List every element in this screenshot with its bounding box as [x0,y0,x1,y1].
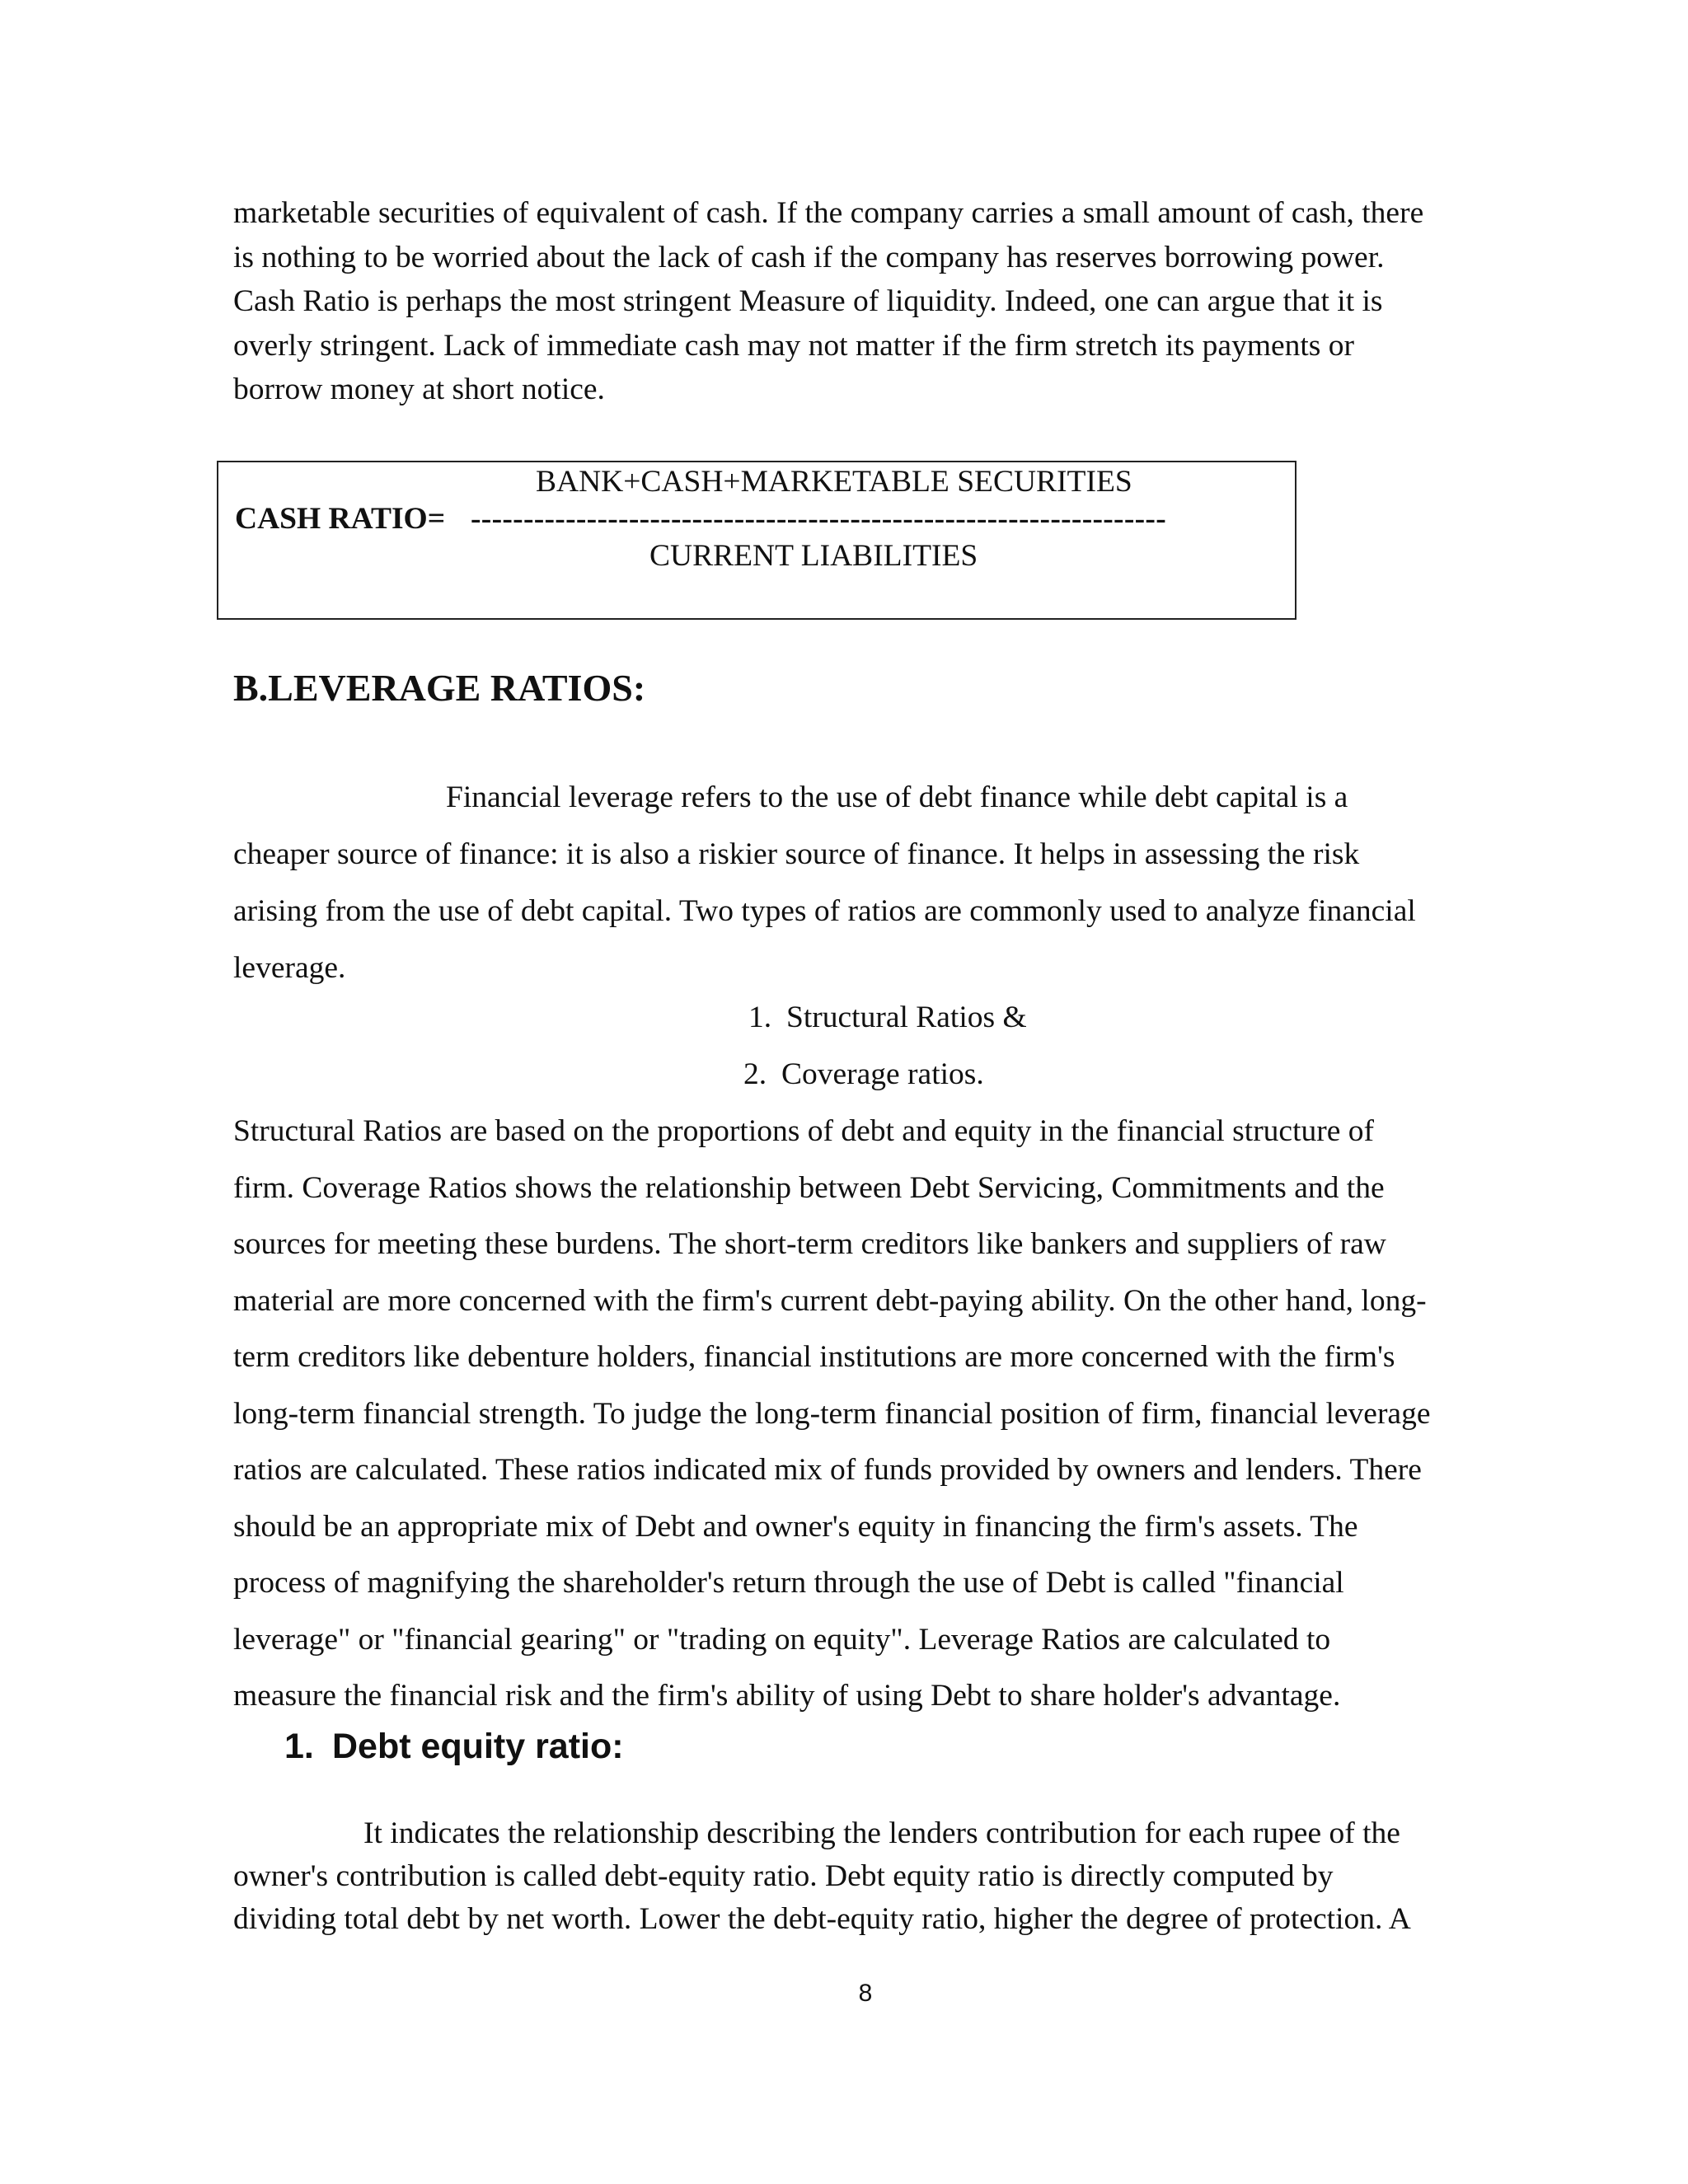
list-item-number: 2. [743,1057,767,1091]
structural-ratios-paragraph [233,1104,1503,1725]
formula-label: CASH RATIO= [235,502,446,536]
formula-divider: ------------------------------------------------------------------ [471,502,1166,536]
text-line: Structural Ratios are based on the proportions of debt and equity in the financial structure of [233,1114,1374,1148]
subsection-heading [284,1727,624,1767]
text-line: Cash Ratio is perhaps the most stringent Measure of liquidity. Indeed, one can argue that it is [233,284,1383,318]
text-line: borrow money at short notice. [233,373,605,406]
list-item [748,989,1027,1046]
formula-numerator: BANK+CASH+MARKETABLE SECURITIES [536,465,1132,499]
text-line: Financial leverage refers to the use of debt finance while debt capital is a [446,780,1348,814]
subsection-title: Debt equity ratio: [332,1727,624,1766]
text-line: cheaper source of finance: it is also a riskier source of finance. It helps in assessing the risk [233,837,1360,871]
subsection-number: 1. [284,1727,314,1766]
text-line: ratios are calculated. These ratios indicated mix of funds provided by owners and lenders. There [233,1453,1422,1487]
section-heading: B.LEVERAGE RATIOS: [233,667,646,709]
text-line: sources for meeting these burdens. The short-term creditors like bankers and suppliers of raw [233,1227,1386,1261]
text-line: is nothing to be worried about the lack of cash if the company has reserves borrowing power. [233,240,1385,274]
leverage-intro-paragraph [233,769,1503,996]
cash-ratio-paragraph [233,191,1498,412]
page-number: 8 [858,1980,873,2007]
text-line: material are more concerned with the firm's current debt-paying ability. On the other hand, long- [233,1283,1427,1318]
text-line: overly stringent. Lack of immediate cash may not matter if the firm stretch its payments or [233,328,1355,363]
text-line: leverage. [233,951,346,985]
list-item [743,1046,1027,1103]
ratio-types-list [743,989,1027,1103]
list-item-text: Coverage ratios. [781,1057,984,1091]
text-line: term creditors like debenture holders, financial institutions are more concerned with the firm's [233,1340,1395,1374]
text-line: process of magnifying the shareholder's return through the use of Debt is called "financial [233,1566,1344,1600]
text-line: long-term financial strength. To judge the long-term financial position of firm, financial leverage [233,1396,1431,1431]
text-line: arising from the use of debt capital. Two types of ratios are commonly used to analyze financial [233,894,1416,928]
debt-equity-paragraph [233,1812,1503,1941]
text-line: firm. Coverage Ratios shows the relationship between Debt Servicing, Commitments and the [233,1170,1385,1205]
text-line: owner's contribution is called debt-equity ratio. Debt equity ratio is directly computed by [233,1859,1334,1893]
cash-ratio-formula-box [217,461,1296,620]
text-line: leverage" or "financial gearing" or "trading on equity". Leverage Ratios are calculated to [233,1622,1331,1657]
text-line: marketable securities of equivalent of cash. If the company carries a small amount of cash, there [233,196,1424,230]
text-line: measure the financial risk and the firm's ability of using Debt to share holder's advantage. [233,1679,1341,1713]
formula-denominator: CURRENT LIABILITIES [649,539,978,573]
text-line: dividing total debt by net worth. Lower the debt-equity ratio, higher the degree of protection. A [233,1902,1411,1936]
text-line: It indicates the relationship describing the lenders contribution for each rupee of the [363,1816,1400,1850]
list-item-text: Structural Ratios & [786,1001,1027,1034]
text-line: should be an appropriate mix of Debt and owner's equity in financing the firm's assets. The [233,1509,1358,1544]
list-item-number: 1. [748,1001,772,1034]
